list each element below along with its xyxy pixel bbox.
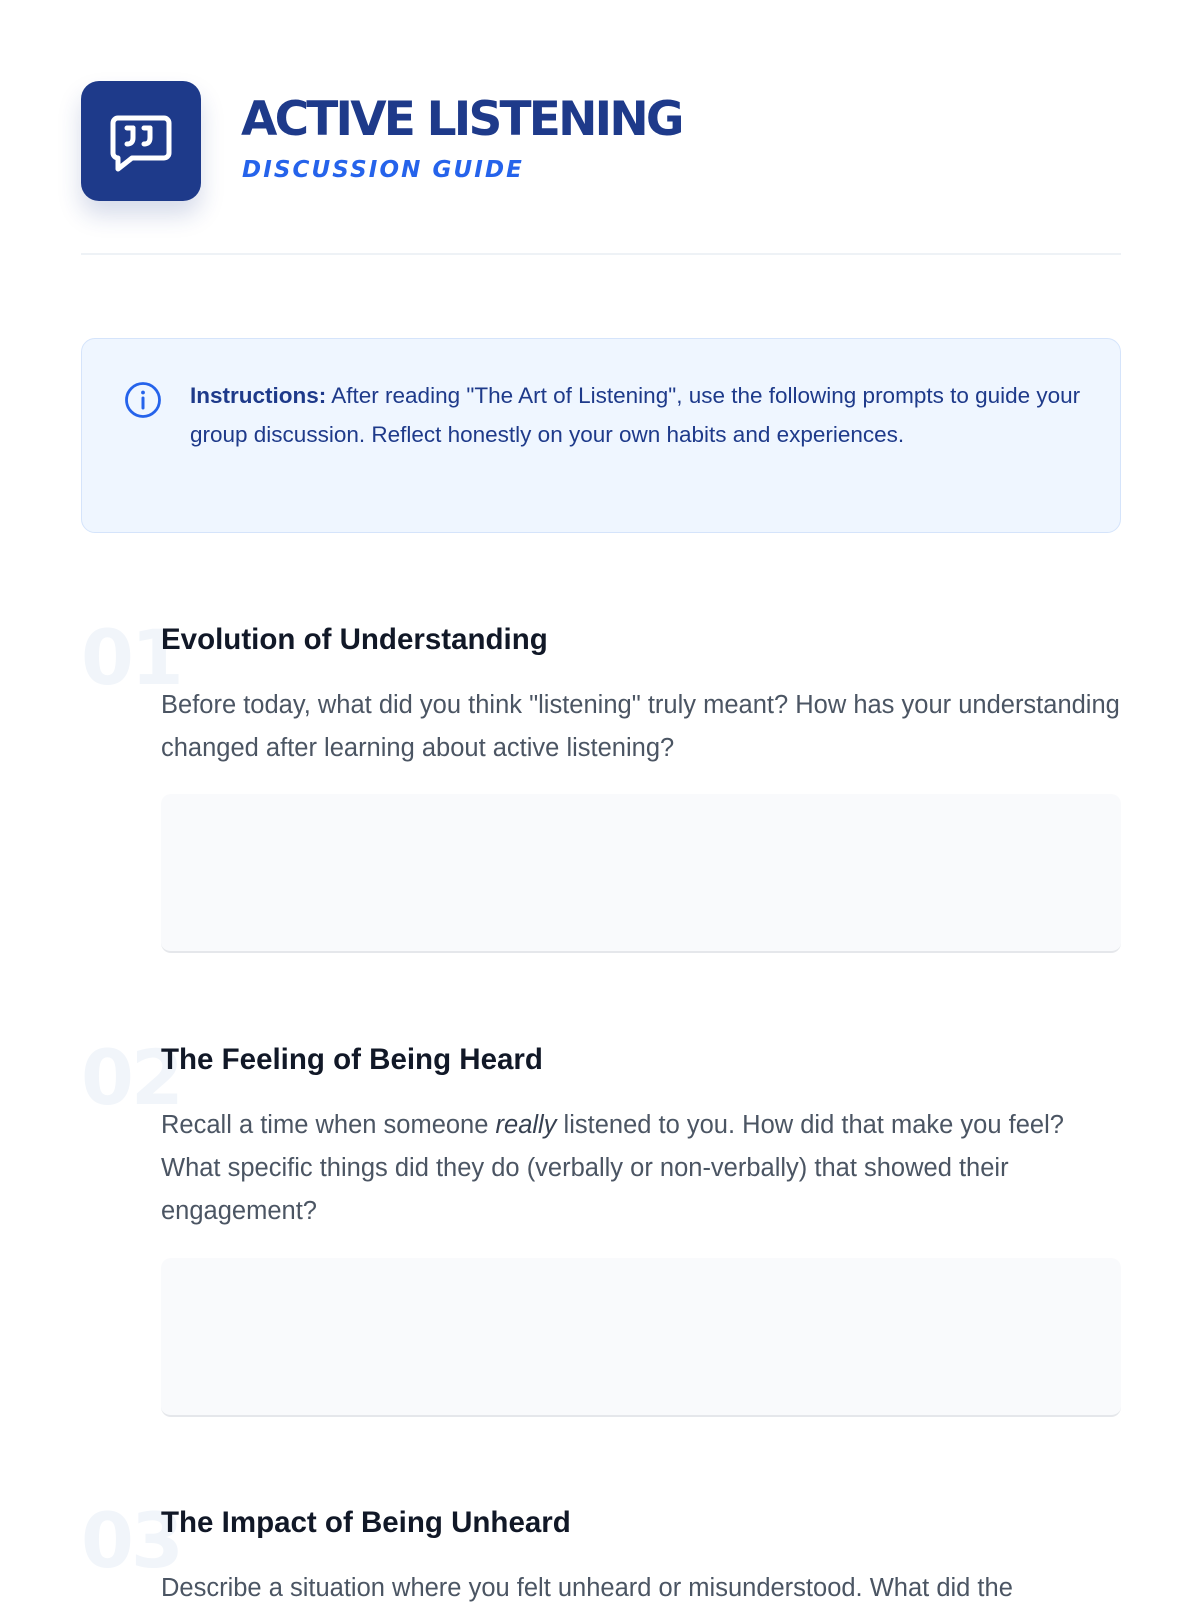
- prompt-text: listened to you. How did that make you feel? What specific things did they do (verbally or non-verbally) that showed their engagement?: [161, 1111, 1064, 1225]
- question-title: Evolution of Understanding: [161, 623, 548, 656]
- question-number: 01: [81, 613, 181, 702]
- prompt-text: Recall a time when someone: [161, 1111, 496, 1139]
- question-prompt: Before today, what did you think "listening" truly meant? How has your understanding changed after learning about active listening?: [161, 691, 1120, 762]
- question-number: 02: [81, 1033, 181, 1122]
- prompt-emphasis: really: [495, 1111, 557, 1139]
- question-prompt: Describe a situation where you felt unheard or misunderstood. What did the: [161, 1574, 1013, 1602]
- page-title: ACTIVE LISTENING: [241, 92, 682, 147]
- logo: [81, 81, 201, 201]
- instructions-text: [190, 377, 1090, 454]
- question-number: 03: [81, 1496, 181, 1585]
- answer-area[interactable]: [161, 794, 1121, 953]
- quote-chat-bubble-icon: [110, 114, 172, 172]
- header-divider: [81, 253, 1121, 255]
- answer-area[interactable]: [161, 1258, 1121, 1417]
- info-icon: [124, 381, 162, 419]
- instructions-body: After reading "The Art of Listening", use the following prompts to guide your group discussion. Reflect honestly on your own habits and experiences.: [190, 383, 1081, 447]
- question-title: The Impact of Being Unheard: [161, 1506, 571, 1539]
- page-subtitle: DISCUSSION GUIDE: [242, 157, 524, 183]
- page-header: [81, 81, 1121, 201]
- instructions-label: Instructions:: [190, 383, 327, 408]
- question-title: The Feeling of Being Heard: [161, 1043, 543, 1076]
- question-prompt: [161, 1104, 1121, 1233]
- instructions-callout: [81, 338, 1121, 533]
